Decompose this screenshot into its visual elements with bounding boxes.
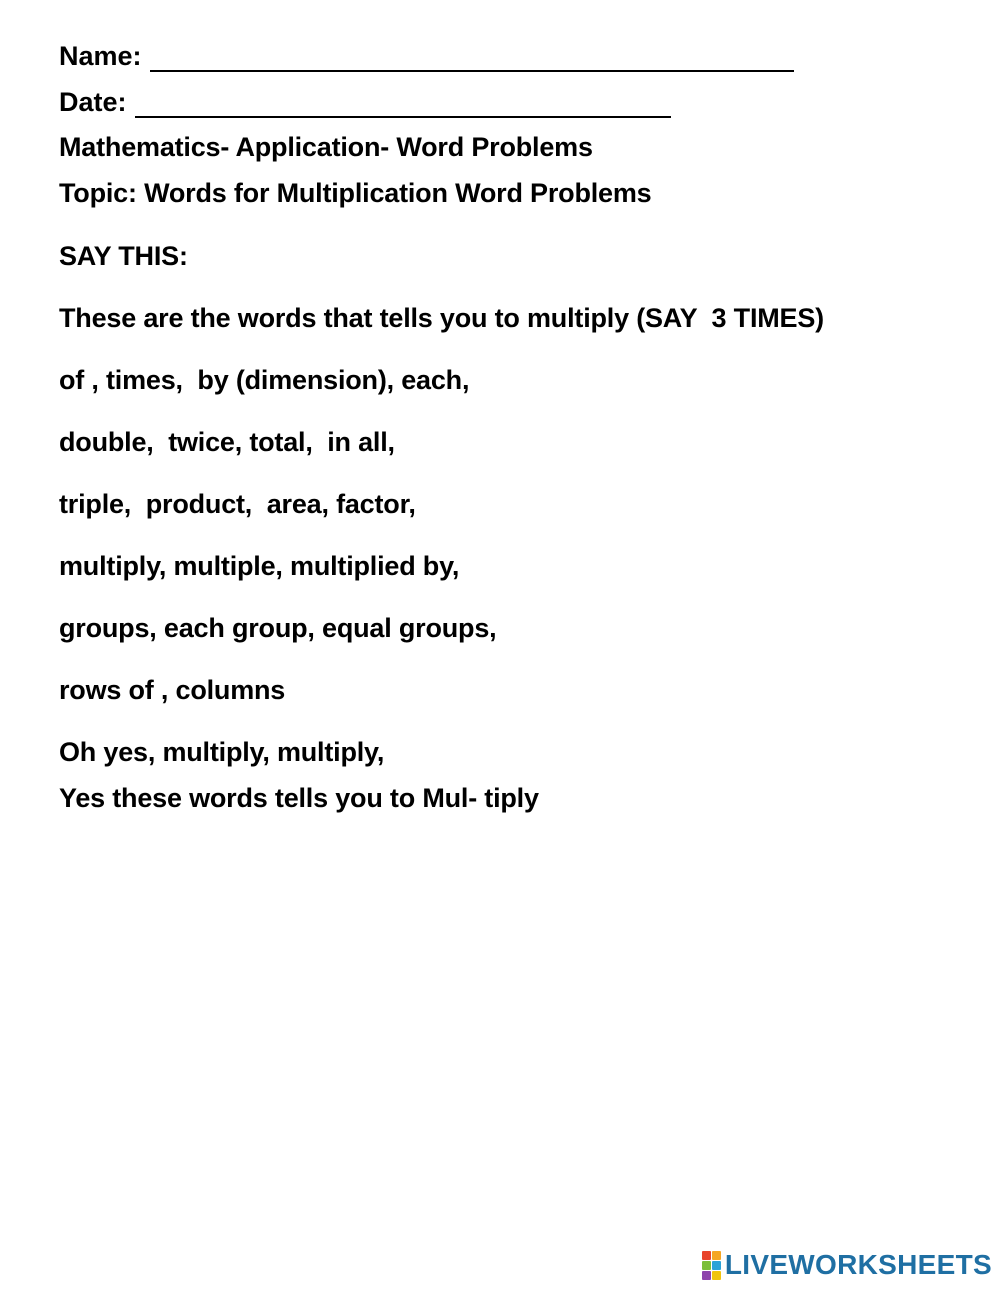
closing-line-1: Oh yes, multiply, multiply, <box>59 737 385 767</box>
date-field <box>59 86 671 118</box>
topic-heading: Topic: Words for Multiplication Word Problems <box>59 178 652 208</box>
word-line: rows of , columns <box>59 675 286 705</box>
word-line: triple, product, area, factor, <box>59 489 416 519</box>
name-blank-line[interactable] <box>150 44 794 72</box>
word-line: multiply, multiple, multiplied by, <box>59 551 460 581</box>
name-label: Name: <box>59 41 142 71</box>
closing-line-2: Yes these words tells you to Mul- tiply <box>59 783 539 813</box>
liveworksheets-logo-icon <box>702 1251 721 1280</box>
word-line: groups, each group, equal groups, <box>59 613 497 643</box>
subject-heading: Mathematics- Application- Word Problems <box>59 132 593 162</box>
say-this-label: SAY THIS: <box>59 241 188 271</box>
date-blank-line[interactable] <box>135 90 671 118</box>
logo-text: LIVEWORKSHEETS <box>724 1249 992 1280</box>
liveworksheets-logo <box>702 1249 992 1281</box>
name-field <box>59 40 794 72</box>
word-line: double, twice, total, in all, <box>59 427 395 457</box>
word-line: of , times, by (dimension), each, <box>59 365 470 395</box>
date-label: Date: <box>59 87 127 117</box>
intro-sentence: These are the words that tells you to multiply (SAY 3 TIMES) <box>59 303 824 333</box>
